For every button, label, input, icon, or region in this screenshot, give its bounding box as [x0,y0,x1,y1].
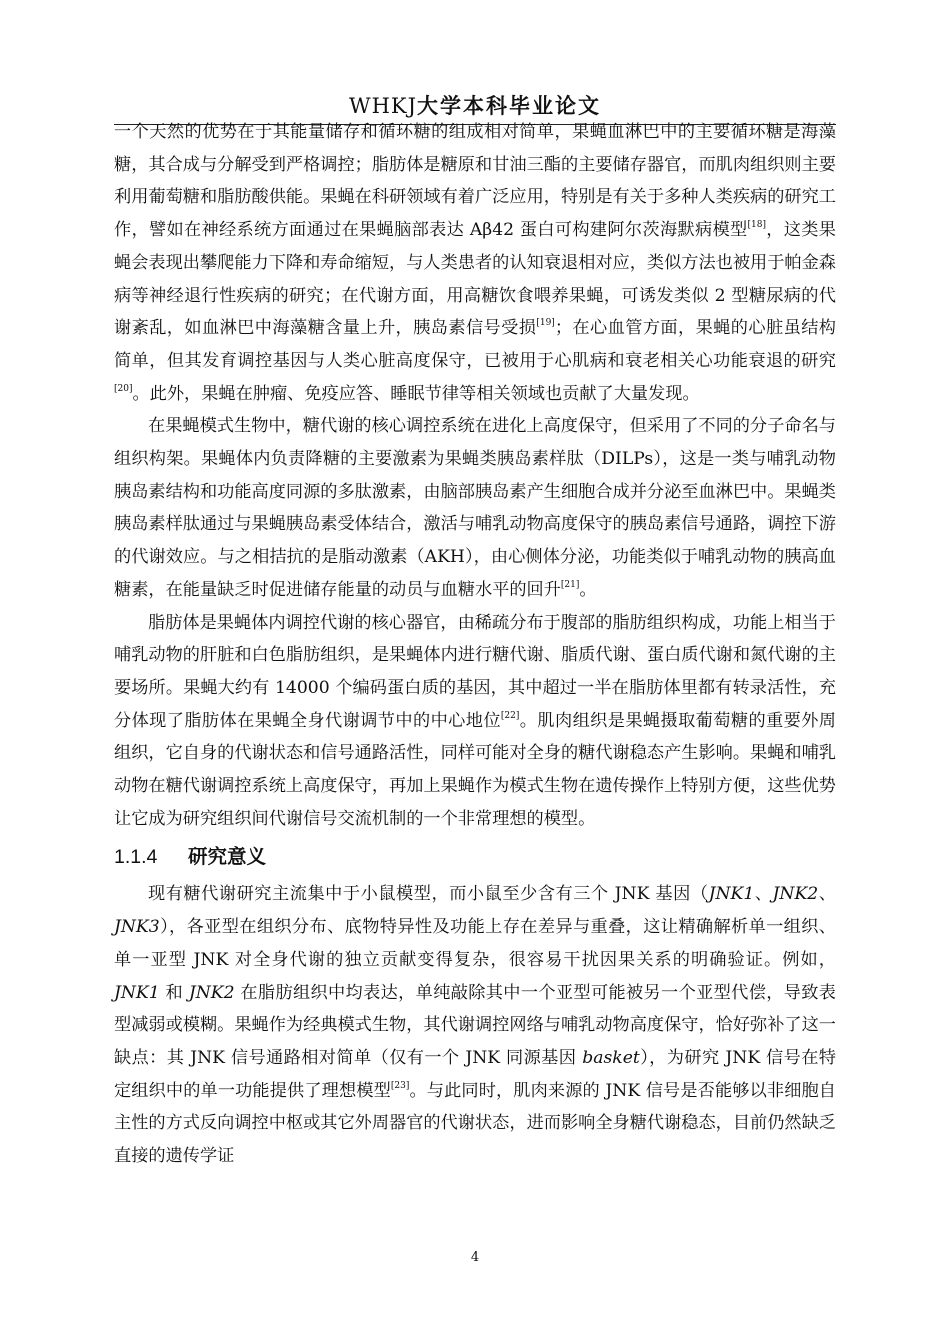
page-number: 4 [470,1250,480,1265]
paragraph-2: 在果蝇模式生物中，糖代谢的核心调控系统在进化上高度保守，但采用了不同的分子命名与组织构架。果蝇体内负责降糖的主要激素为果蝇类胰岛素样肽（DILPs），这是一类与哺乳动物胰岛素结构和功能高度同源的多肽激素，由脑部胰岛素产生细胞合成并分泌至血淋巴中。果蝇类胰岛素样肽通过与果蝇胰岛素受体结合，激活与哺乳动物高度保守的胰岛素信号通路，调控下游的代谢效应。与之相拮抗的是脂动激素（AKH），由心侧体分泌，功能类似于哺乳动物的胰高血糖素，在能量缺乏时促进储存能量的动员与血糖水平的回升[21]。 [114,416,836,600]
paragraph-4: 现有糖代谢研究主流集中于小鼠模型，而小鼠至少含有三个 JNK 基因（JNK1、JNK2、JNK3），各亚型在组织分布、底物特异性及功能上存在差异与重叠，这让精确解析单一组织、单一亚型 JNK 对全身代谢的独立贡献变得复杂，很容易干扰因果关系的明确验证。例如，JNK1 和 JNK2 在脂肪组织中均表达，单纯敲除其中一个亚型可能被另一个亚型代偿，导致表型减弱或模糊。果蝇作为经典模式生物，其代谢调控网络与哺乳动物高度保守，恰好弥补了这一缺点：其 JNK 信号通路相对简单（仅有一个 JNK 同源基因 basket），为研究 JNK 信号在特定组织中的单一功能提供了理想模型[23]。与此同时，肌肉来源的 JNK 信号是否能够以非细胞自主性的方式反向调控中枢或其它外周器官的代谢状态，进而影响全身糖代谢稳态，目前仍然缺乏直接的遗传学证 [114,884,836,1167]
gene-name: JNK2 [772,884,819,905]
header-title: 大学本科毕业论文 [417,94,601,118]
paragraph-1: 一个天然的优势在于其能量储存和循环糖的组成相对简单，果蝇血淋巴中的主要循环糖是海藻糖，其合成与分解受到严格调控；脂肪体是糖原和甘油三酯的主要储存器官，而肌肉组织则主要利用葡萄糖和脂肪酸供能。果蝇在科研领域有着广泛应用，特别是有关于多种人类疾病的研究工作，譬如在神经系统方面通过在果蝇脑部表达 Aβ42 蛋白可构建阿尔茨海默病模型[18]，这类果蝇会表现出攀爬能力下降和寿命缩短，与人类患者的认知衰退相对应，类似方法也被用于帕金森病等神经退行性疾病的研究；在代谢方面，用高糖饮食喂养果蝇，可诱发类似 2 型糖尿病的代谢紊乱，如血淋巴中海藻糖含量上升，胰岛素信号受损[19]；在心血管方面，果蝇的心脏虽结构简单，但其发育调控基因与人类心脏高度保守，已被用于心肌病和衰老相关心功能衰退的研究[20]。此外，果蝇在肿瘤、免疫应答、睡眠节律等相关领域也贡献了大量发现。 [114,122,836,404]
gene-name: JNK2 [188,982,235,1003]
citation: [23] [390,1080,410,1091]
citation: [18] [747,220,766,231]
body-text [114,116,836,1173]
paragraph-3: 脂肪体是果蝇体内调控代谢的核心器官，由稀疏分布于腹部的脂肪组织构成，功能上相当于哺乳动物的肝脏和白色脂肪组织，是果蝇体内进行糖代谢、脂质代谢、蛋白质代谢和氮代谢的主要场所。果蝇大约有 14000 个编码蛋白质的基因，其中超过一半在脂肪体里都有转录活性，充分体现了脂肪体在果蝇全身代谢调节中的中心地位[22]。肌肉组织是果蝇摄取葡萄糖的重要外周组织，它自身的代谢状态和信号通路活性，同样可能对全身的糖代谢稳态产生影响。果蝇和哺乳动物在糖代谢调控系统上高度保守，再加上果蝇作为模式生物在遗传操作上特别方便，这些优势让它成为研究组织间代谢信号交流机制的一个非常理想的模型。 [114,612,836,829]
gene-name: basket [582,1047,640,1068]
citation: [22] [500,710,520,721]
citation: [20] [114,383,133,394]
section-heading [114,840,836,874]
gene-name: JNK1 [114,982,160,1003]
header-code: WHKJ [348,94,417,118]
citation: [19] [536,318,555,329]
section-title: 研究意义 [188,845,267,869]
section-number: 1.1.4 [114,846,158,869]
gene-name: JNK3 [114,917,160,938]
citation: [21] [560,580,580,591]
gene-name: JNK1 [708,884,755,905]
